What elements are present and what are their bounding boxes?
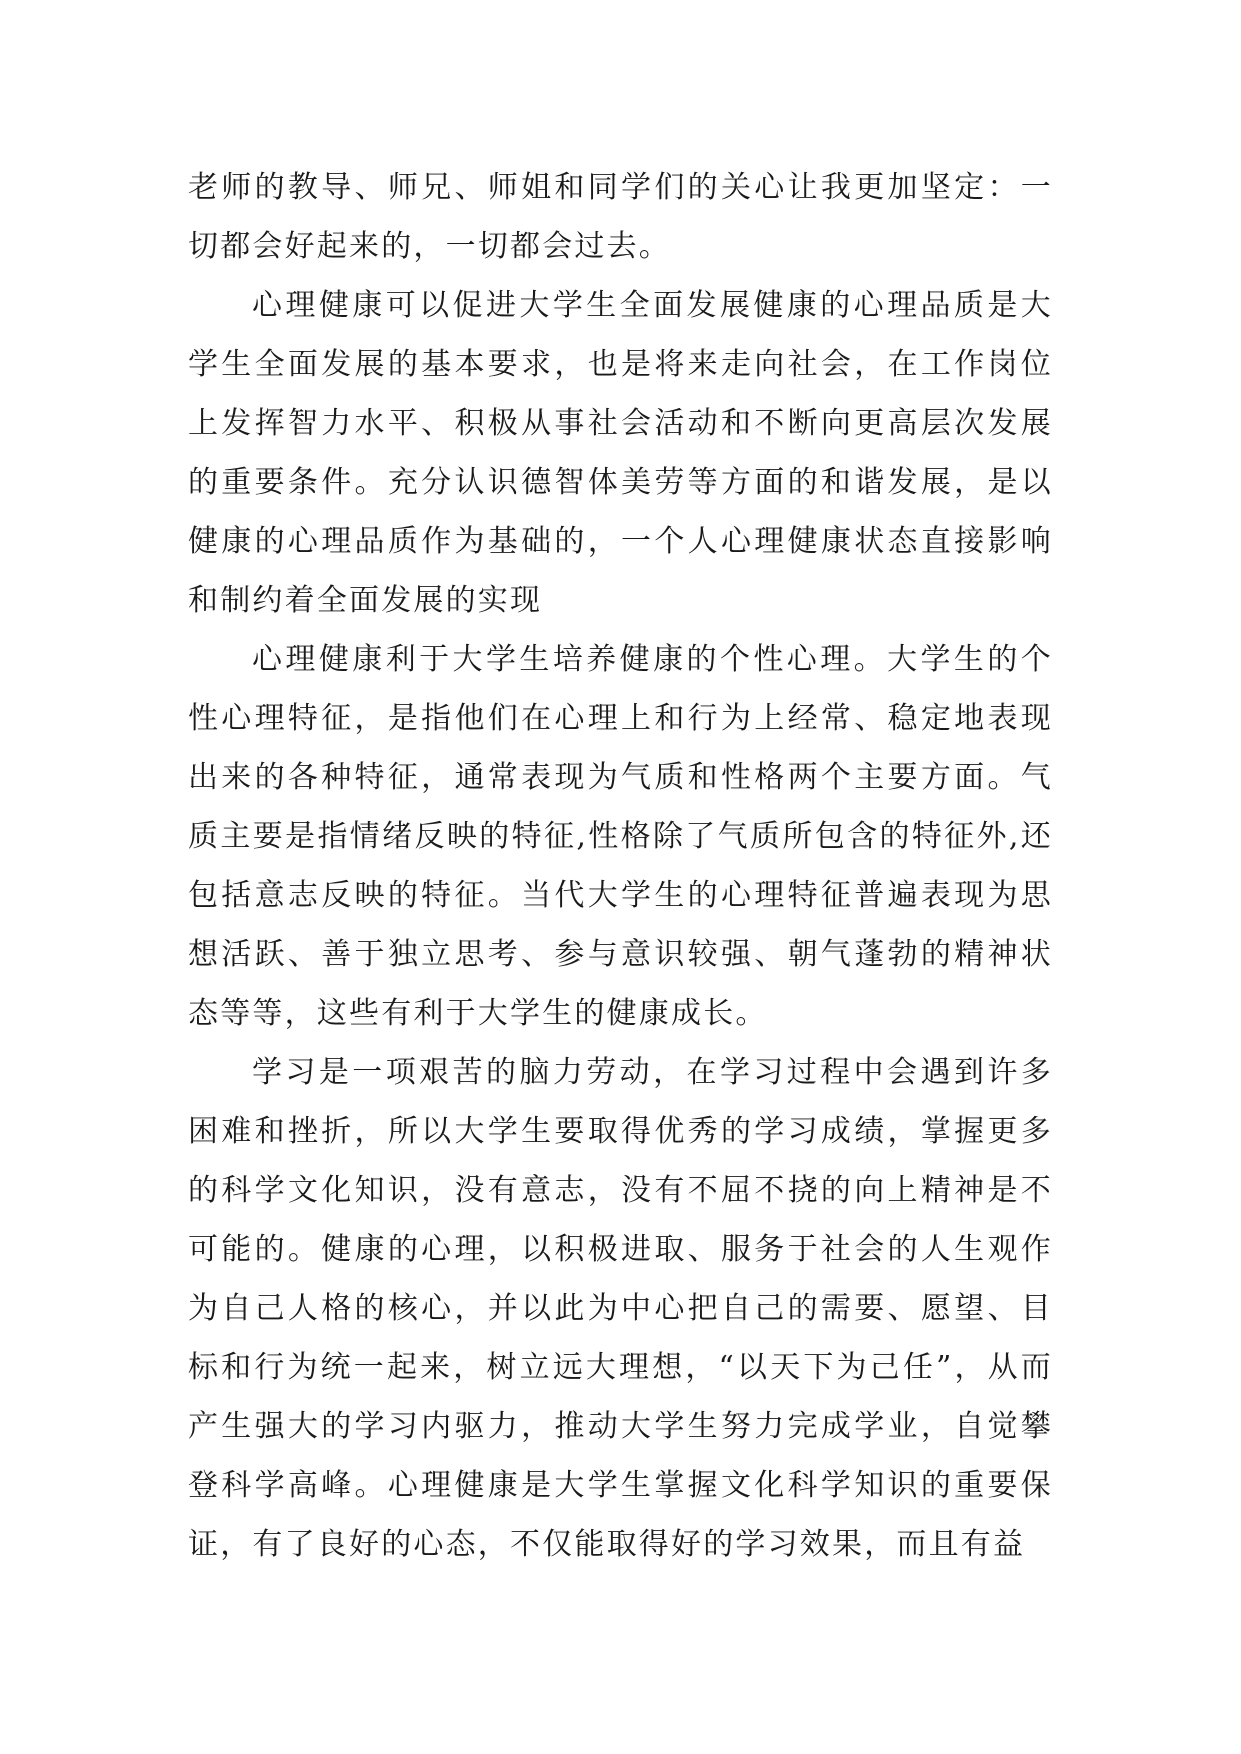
document-body — [188, 158, 1053, 1574]
paragraph-2: 心理健康可以促进大学生全面发展健康的心理品质是大学生全面发展的基本要求，也是将来走向社会，在工作岗位上发挥智力水平、积极从事社会活动和不断向更高层次发展的重要条件。充分认识德智体美劳等方面的和谐发展，是以健康的心理品质作为基础的，一个人心理健康状态直接影响和制约着全面发展的实现 — [188, 288, 1053, 618]
paragraph-4: 学习是一项艰苦的脑力劳动，在学习过程中会遇到许多困难和挫折，所以大学生要取得优秀的学习成绩，掌握更多的科学文化知识，没有意志，没有不屈不挠的向上精神是不可能的。健康的心理，以积极进取、服务于社会的人生观作为自己人格的核心，并以此为中心把自己的需要、愿望、目标和行为统一起来，树立远大理想，“以天下为己任”，从而产生强大的学习内驱力，推动大学生努力完成学业，自觉攀登科学高峰。心理健康是大学生掌握文化科学知识的重要保证，有了良好的心态，不仅能取得好的学习效果，而且有益 — [188, 1055, 1053, 1562]
paragraph-3: 心理健康利于大学生培养健康的个性心理。大学生的个性心理特征，是指他们在心理上和行为上经常、稳定地表现出来的各种特征，通常表现为气质和性格两个主要方面。气质主要是指情绪反映的特征,性格除了气质所包含的特征外,还包括意志反映的特征。当代大学生的心理特征普遍表现为思想活跃、善于独立思考、参与意识较强、朝气蓬勃的精神状态等等，这些有利于大学生的健康成长。 — [188, 642, 1053, 1031]
paragraph-1: 老师的教导、师兄、师姐和同学们的关心让我更加坚定：一切都会好起来的，一切都会过去。 — [188, 170, 1053, 264]
